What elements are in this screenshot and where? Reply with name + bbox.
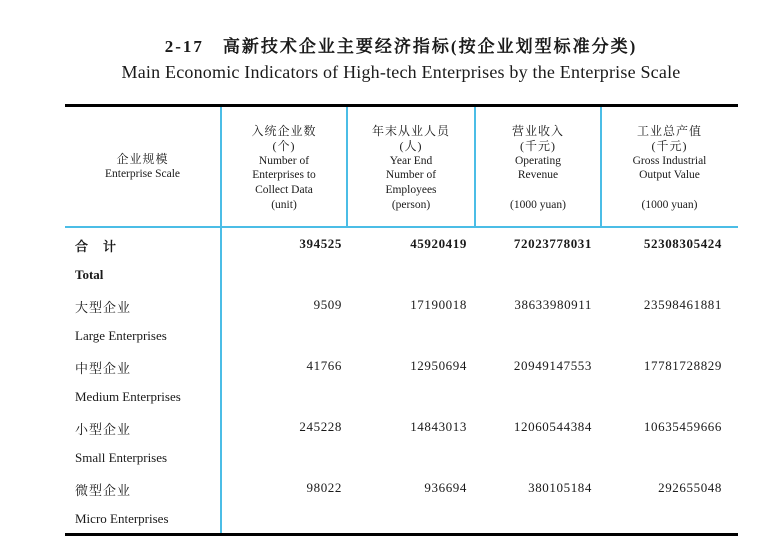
header-gross-industrial-output bbox=[602, 107, 737, 226]
cell-employees: 12950694 bbox=[410, 358, 467, 373]
header-line: (1000 yuan) bbox=[641, 198, 698, 211]
header-year-end-employees bbox=[348, 107, 476, 226]
cell-output-value: 23598461881 bbox=[643, 297, 722, 312]
row-label-cell bbox=[65, 228, 222, 289]
main-table bbox=[65, 104, 738, 536]
header-line: 工业总产值 bbox=[636, 124, 702, 138]
header-enterprise-scale bbox=[65, 107, 222, 226]
table-row-total bbox=[65, 228, 738, 289]
header-line: (person) bbox=[391, 198, 431, 211]
cell-enterprises: 394525 bbox=[299, 236, 342, 251]
cell-revenue: 20949147553 bbox=[513, 358, 592, 373]
cell-revenue: 72023778031 bbox=[513, 236, 592, 251]
row-label-cell bbox=[65, 350, 222, 411]
title-chinese: 2-17 高新技术企业主要经济指标(按企业划型标准分类) bbox=[164, 37, 638, 56]
cell-employees: 17190018 bbox=[410, 297, 467, 312]
cell-revenue: 380105184 bbox=[528, 480, 592, 495]
table-body bbox=[65, 228, 738, 536]
title-english: Main Economic Indicators of High-tech Enterprises by the Enterprise Scale bbox=[121, 62, 681, 82]
header-line: Gross Industrial bbox=[632, 154, 707, 167]
cell-output-value: 292655048 bbox=[658, 480, 722, 495]
row-label-en: Total bbox=[75, 267, 104, 282]
header-line: Collect Data bbox=[255, 184, 313, 197]
cell-output-value: 10635459666 bbox=[643, 419, 722, 434]
cell-output-value: 17781728829 bbox=[643, 358, 722, 373]
header-line: Enterprise Scale bbox=[104, 167, 181, 180]
header-line: 企业规模 bbox=[116, 151, 169, 166]
header-number-of-enterprises bbox=[222, 107, 348, 226]
row-label-cell bbox=[65, 411, 222, 472]
cell-enterprises: 9509 bbox=[313, 297, 342, 312]
header-line: (人) bbox=[399, 138, 423, 153]
header-line: Operating bbox=[515, 154, 561, 167]
header-line: (千元) bbox=[651, 138, 688, 153]
table-row-small bbox=[65, 411, 738, 472]
header-line: Employees bbox=[385, 184, 437, 197]
row-label-cell bbox=[65, 289, 222, 350]
header-line: Number of bbox=[258, 154, 310, 167]
cell-employees: 936694 bbox=[424, 480, 467, 495]
header-operating-revenue bbox=[476, 107, 602, 226]
header-line: Enterprises to bbox=[252, 169, 316, 182]
row-label-zh: 中型企业 bbox=[75, 361, 132, 376]
header-line: Output Value bbox=[639, 169, 700, 182]
cell-revenue: 38633980911 bbox=[514, 297, 592, 312]
row-label-en: Micro Enterprises bbox=[75, 511, 169, 526]
header-line: 年末从业人员 bbox=[371, 124, 450, 138]
cell-enterprises: 41766 bbox=[306, 358, 342, 373]
cell-enterprises: 245228 bbox=[299, 419, 342, 434]
row-label-en: Large Enterprises bbox=[75, 328, 167, 343]
header-line: (unit) bbox=[271, 198, 297, 211]
header-line: 入统企业数 bbox=[251, 124, 317, 138]
header-line bbox=[476, 183, 600, 198]
row-label-zh: 合 计 bbox=[75, 239, 118, 254]
row-label-en: Medium Enterprises bbox=[75, 389, 181, 404]
table-row-micro bbox=[65, 472, 738, 533]
cell-enterprises: 98022 bbox=[306, 480, 342, 495]
row-label-zh: 大型企业 bbox=[75, 300, 132, 315]
page-title bbox=[48, 32, 754, 83]
cell-employees: 45920419 bbox=[410, 236, 467, 251]
header-line: 营业收入 bbox=[511, 124, 564, 138]
row-label-zh: 微型企业 bbox=[75, 483, 132, 498]
row-label-cell bbox=[65, 472, 222, 533]
table-row-medium bbox=[65, 350, 738, 411]
table-header bbox=[65, 104, 738, 228]
cell-employees: 14843013 bbox=[410, 419, 467, 434]
header-line: (千元) bbox=[520, 138, 556, 153]
header-line: Year End bbox=[389, 154, 433, 167]
cell-output-value: 52308305424 bbox=[643, 236, 722, 251]
row-label-zh: 小型企业 bbox=[75, 422, 132, 437]
row-label-en: Small Enterprises bbox=[75, 450, 168, 465]
cell-revenue: 12060544384 bbox=[513, 419, 592, 434]
header-line bbox=[602, 183, 737, 198]
table-row-large bbox=[65, 289, 738, 350]
header-line: Number of bbox=[385, 169, 437, 182]
header-line: (1000 yuan) bbox=[510, 198, 566, 211]
header-line: (个) bbox=[272, 138, 296, 153]
header-line: Revenue bbox=[517, 169, 559, 182]
